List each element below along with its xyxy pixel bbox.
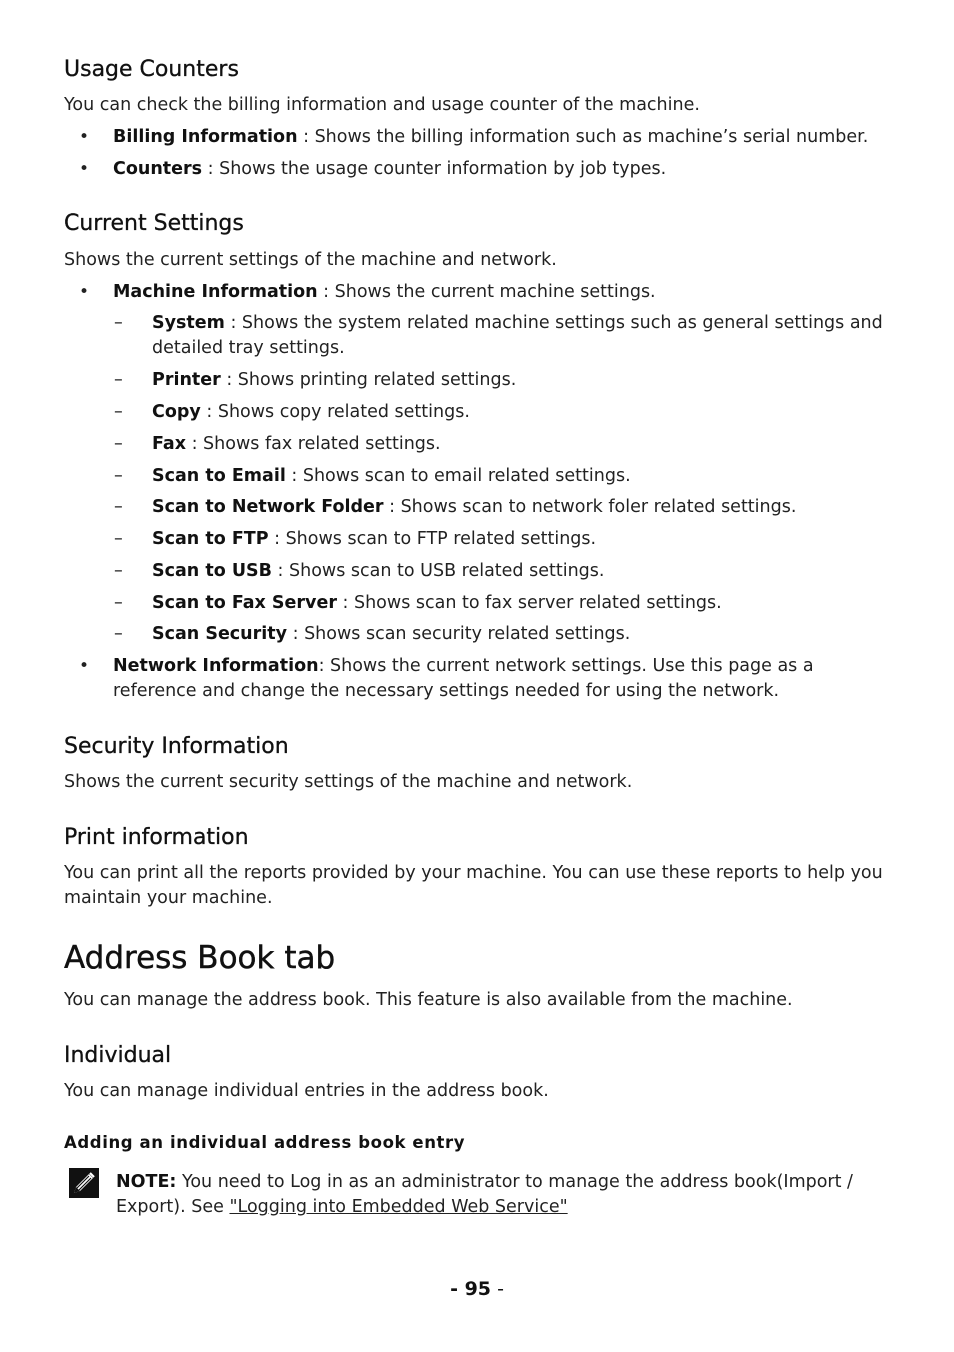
description: : Shows the usage counter information by job types. xyxy=(202,159,667,179)
note-label: NOTE: xyxy=(116,1172,177,1192)
description: : Shows scan to network foler related settings. xyxy=(383,497,797,517)
term: Scan to Fax Server xyxy=(152,593,337,613)
dash: – xyxy=(114,466,123,486)
description: : Shows scan security related settings. xyxy=(287,624,631,644)
dash: – xyxy=(114,497,123,517)
dash: – xyxy=(114,624,123,644)
note-body: You need to Log in as an administrator to manage the address book(Import / Export). See xyxy=(116,1172,853,1217)
description: : Shows scan to FTP related settings. xyxy=(268,529,597,549)
description: : Shows the current network settings. Use this page as a reference and change the necessary settings needed for using the network. xyxy=(113,656,814,701)
address-book-tab-heading: Address Book tab xyxy=(64,940,336,976)
page-number-prefix: - xyxy=(450,1278,465,1300)
sub-item-scan-to-usb xyxy=(114,559,892,584)
term: Scan to FTP xyxy=(152,529,269,549)
page-number xyxy=(0,1278,954,1300)
individual-text: You can manage individual entries in the address book. xyxy=(64,1081,549,1101)
usage-counters-intro: You can check the billing information and usage counter of the machine. xyxy=(64,95,700,115)
usage-counters-heading: Usage Counters xyxy=(64,57,239,82)
security-information-text: Shows the current security settings of the machine and network. xyxy=(64,772,633,792)
sub-item-scan-to-ftp xyxy=(114,527,892,552)
note-text xyxy=(116,1170,896,1220)
logging-into-ews-link[interactable]: "Logging into Embedded Web Service" xyxy=(229,1197,568,1217)
dash: – xyxy=(114,313,123,333)
term: System xyxy=(152,313,225,333)
description: : Shows copy related settings. xyxy=(200,402,470,422)
description: : Shows printing related settings. xyxy=(220,370,517,390)
description: : Shows scan to fax server related settings. xyxy=(336,593,722,613)
address-book-tab-text: You can manage the address book. This feature is also available from the machine. xyxy=(64,990,793,1010)
sub-item-scan-to-email xyxy=(114,464,892,489)
list-item-machine-information xyxy=(79,280,893,305)
adding-entry-heading: Adding an individual address book entry xyxy=(64,1133,466,1152)
term: Scan to Network Folder xyxy=(152,497,384,517)
bullet: • xyxy=(79,656,90,676)
dash: – xyxy=(114,402,123,422)
individual-heading: Individual xyxy=(64,1043,172,1068)
security-information-heading: Security Information xyxy=(64,734,289,759)
sub-item-printer xyxy=(114,368,892,393)
bullet: • xyxy=(79,159,90,179)
sub-item-copy xyxy=(114,400,892,425)
term: Printer xyxy=(152,370,221,390)
list-item-counters xyxy=(79,157,893,182)
description: : Shows the billing information such as machine’s serial number. xyxy=(297,127,869,147)
term: Copy xyxy=(152,402,201,422)
sub-item-scan-to-fax-server xyxy=(114,591,892,616)
term: Counters xyxy=(113,159,203,179)
dash: – xyxy=(114,593,123,613)
sub-item-scan-to-network-folder xyxy=(114,495,892,520)
description: : Shows the system related machine settings such as general settings and detailed tray settings. xyxy=(152,313,883,358)
term: Billing Information xyxy=(113,127,298,147)
description: : Shows fax related settings. xyxy=(186,434,441,454)
bullet: • xyxy=(79,127,90,147)
term: Scan to Email xyxy=(152,466,286,486)
list-item-billing-information xyxy=(79,125,893,150)
term: Scan to USB xyxy=(152,561,272,581)
dash: – xyxy=(114,529,123,549)
note-pencil-icon xyxy=(69,1168,99,1198)
print-information-text: You can print all the reports provided by your machine. You can use these reports to help you maintain your machine. xyxy=(64,863,883,908)
term: Machine Information xyxy=(113,282,318,302)
description: : Shows scan to USB related settings. xyxy=(271,561,605,581)
dash: – xyxy=(114,434,123,454)
current-settings-heading: Current Settings xyxy=(64,211,244,236)
term: Scan Security xyxy=(152,624,288,644)
current-settings-intro: Shows the current settings of the machine and network. xyxy=(64,250,557,270)
term: Network Information xyxy=(113,656,319,676)
term: Fax xyxy=(152,434,187,454)
page-number-value: 95 xyxy=(464,1278,492,1300)
page-number-suffix: - xyxy=(491,1278,504,1300)
dash: – xyxy=(114,561,123,581)
sub-item-system xyxy=(114,311,892,361)
dash: – xyxy=(114,370,123,390)
list-item-network-information xyxy=(79,654,893,704)
print-information-heading: Print information xyxy=(64,825,249,850)
sub-item-fax xyxy=(114,432,892,457)
sub-item-scan-security xyxy=(114,622,892,647)
bullet: • xyxy=(79,282,90,302)
description: : Shows the current machine settings. xyxy=(317,282,656,302)
description: : Shows scan to email related settings. xyxy=(285,466,631,486)
